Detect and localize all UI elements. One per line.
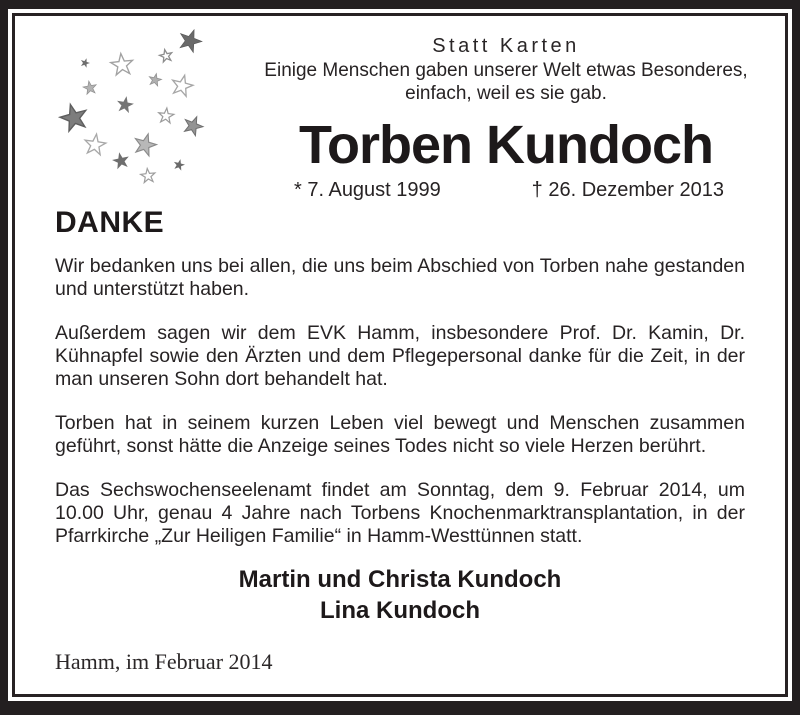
paragraph-memorial-service: Das Sechswochenseelenamt findet am Sonntag, dem 9. Februar 2014, um 10.00 Uhr, genau 4 Jahre nach Torbens Knochenmarktransplantation, in der Pfarrkirche „Zur Heiligen Familie“ in Hamm-Westtünnen statt.	[55, 479, 745, 547]
paragraph-thanks-all: Wir bedanken uns bei allen, die uns beim Abschied von Torben nahe gestanden und unterstützt haben.	[55, 255, 745, 300]
epigraph-line1: Einige Menschen gaben unserer Welt etwas Besonderes,	[264, 60, 748, 81]
header-block	[230, 34, 782, 202]
body-text	[55, 255, 745, 548]
place-date: Hamm, im Februar 2014	[55, 649, 273, 674]
notice-frame	[8, 9, 792, 701]
birth-date: * 7. August 1999	[294, 179, 441, 201]
signatures	[15, 564, 785, 626]
kicker-text: Statt Karten	[432, 35, 580, 57]
death-date: † 26. Dezember 2013	[531, 179, 724, 201]
life-dates	[230, 175, 782, 202]
signature-line2: Lina Kundoch	[320, 597, 480, 624]
deceased-name: Torben Kundoch	[299, 115, 713, 175]
paragraph-thanks-hospital: Außerdem sagen wir dem EVK Hamm, insbesondere Prof. Dr. Kamin, Dr. Kühnapfel sowie den Ärzten und dem Pflegepersonal danke für die Zeit, in der man unseren Sohn dort behandelt hat.	[55, 322, 745, 390]
epigraph	[230, 60, 782, 105]
notice-inner-border	[12, 13, 788, 697]
paragraph-torben-life: Torben hat in seinem kurzen Leben viel bewegt und Menschen zusammen geführt, sonst hätte die Anzeige seines Todes nicht so viele Herzen berührt.	[55, 412, 745, 457]
epigraph-line2: einfach, weil es sie gab.	[405, 82, 607, 104]
stars-cluster-icon	[48, 26, 228, 194]
thanks-heading: DANKE	[55, 206, 165, 239]
signature-line1: Martin und Christa Kundoch	[238, 566, 562, 593]
